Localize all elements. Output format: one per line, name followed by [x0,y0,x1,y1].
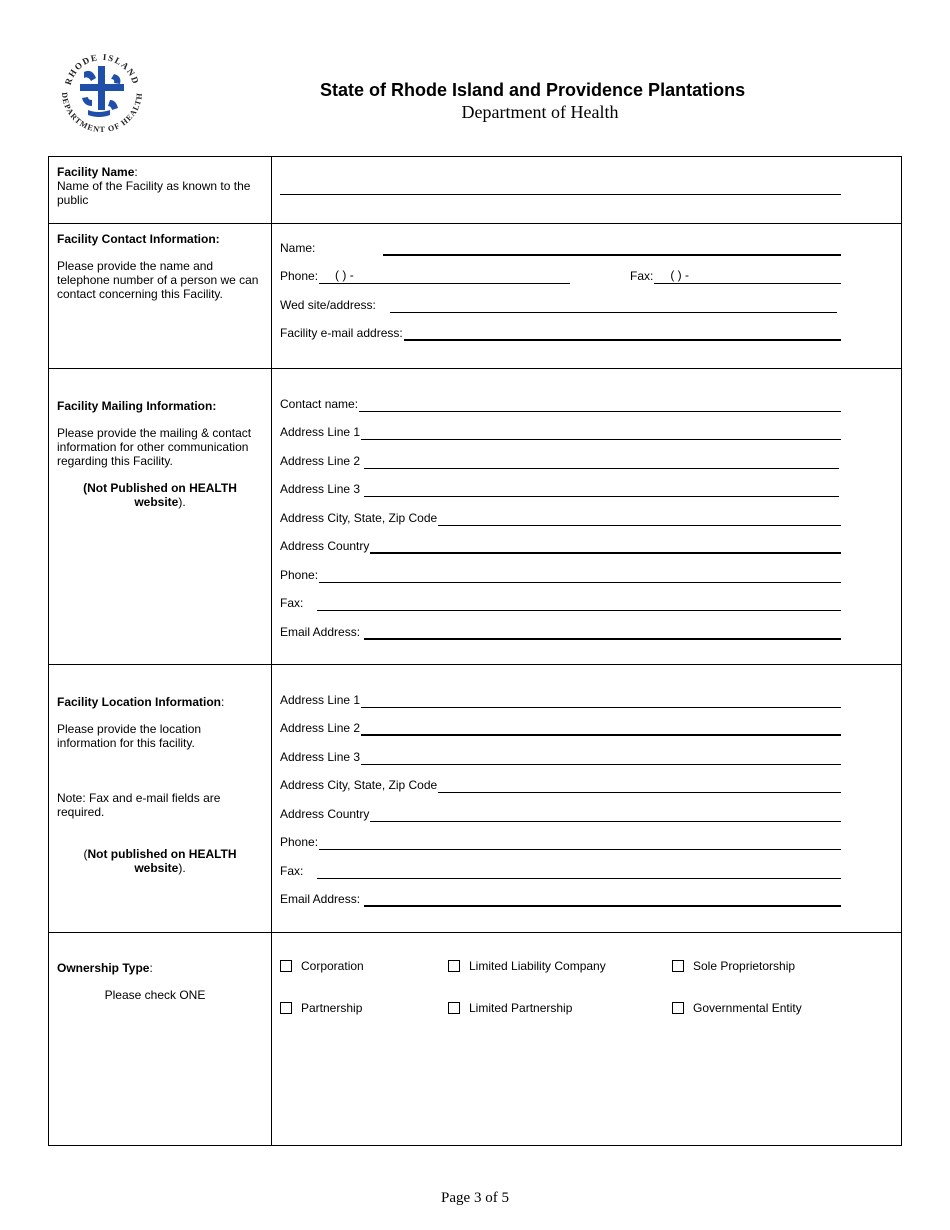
location-city-field[interactable]: Address City, State, Zip Code [280,765,841,794]
mailing-not-published-note: (Not Published on HEALTH website [83,481,237,509]
checkbox-icon[interactable] [672,1002,684,1014]
location-email-line[interactable] [364,891,841,907]
facility-name-input-cell [272,157,902,224]
contact-info-description: Please provide the name and telephone number of a person we can contact concerning this Facility. [57,259,259,301]
checkbox-icon[interactable] [672,960,684,972]
checkbox-icon[interactable] [280,960,292,972]
contact-info-fields [272,224,902,369]
mailing-address1-field[interactable]: Address Line 1 [280,412,841,441]
location-address2-field[interactable]: Address Line 2 [280,708,841,737]
mailing-address2-line[interactable] [364,454,839,469]
ownership-option-partnership[interactable]: Partnership [280,1000,448,1015]
contact-info-label-cell [49,224,272,369]
page-title: State of Rhode Island and Providence Plantations [320,80,746,100]
mailing-address2-field[interactable]: Address Line 2 [280,440,841,469]
contact-email-field[interactable]: Facility e-mail address: [280,313,841,342]
mailing-contact-name-line[interactable] [359,397,841,412]
mailing-address3-field[interactable]: Address Line 3 [280,469,841,498]
checkbox-icon[interactable] [448,1002,460,1014]
page-number: Page 3 of 5 [441,1190,509,1206]
checkbox-icon[interactable] [280,1002,292,1014]
contact-fax-line[interactable] [654,269,841,284]
mailing-email-field[interactable]: Email Address: [280,611,841,640]
location-info-heading: Facility Location Information [57,695,222,709]
location-email-field[interactable]: Email Address: [280,879,841,908]
contact-name-field[interactable]: Name: [280,227,841,256]
ownership-label-cell: Ownership Type: Please check ONE [49,933,272,1146]
mailing-info-heading: Facility Mailing Information: [57,399,217,413]
contact-website-line[interactable] [390,298,837,313]
location-address3-line[interactable] [361,750,841,765]
contact-info-heading: Facility Contact Information: [57,232,220,246]
mailing-fax-field[interactable]: Fax: [280,583,841,612]
location-city-line[interactable] [438,778,841,793]
mailing-city-field[interactable]: Address City, State, Zip Code [280,497,841,526]
location-fax-line[interactable] [317,864,841,879]
mailing-country-field[interactable]: Address Country [280,526,841,555]
facility-name-heading: Facility Name [57,165,135,179]
contact-phone-field[interactable]: Phone: ( ) - [280,256,570,285]
facility-name-input-line[interactable] [280,194,841,195]
mailing-contact-name-field[interactable]: Contact name: [280,383,841,412]
checkbox-icon[interactable] [448,960,460,972]
location-info-note: Note: Fax and e-mail fields are required. [57,791,221,819]
location-fax-field[interactable]: Fax: [280,850,841,879]
contact-fax-field[interactable]: Fax: ( ) - [630,256,841,285]
facility-form-table [48,156,902,1146]
contact-email-line[interactable] [404,325,841,341]
location-address2-line[interactable] [361,720,841,736]
mailing-fax-line[interactable] [317,596,841,611]
ownership-option-llc[interactable]: Limited Liability Company [448,958,672,973]
mailing-phone-line[interactable] [319,568,841,583]
location-info-label-cell: Facility Location Information: Please provide the location information for this facility. Note: Fax and e-mail fields are required. (Not published on HEALTH website). [49,665,272,933]
location-country-line[interactable] [370,807,841,822]
ownership-option-corporation[interactable]: Corporation [280,958,448,973]
contact-name-line[interactable] [383,240,841,256]
mailing-email-line[interactable] [364,624,841,640]
contact-phone-line[interactable] [319,269,570,284]
page-subtitle: Department of Health [461,102,619,122]
location-info-fields [272,665,902,933]
svg-text:RHODE ISLAND: RHODE ISLAND [62,51,142,87]
ownership-option-sole-proprietorship[interactable]: Sole Proprietorship [672,958,872,973]
contact-phone-format: ( ) - [335,268,354,282]
facility-name-description: Name of the Facility as known to the public [57,179,251,207]
mailing-address3-line[interactable] [364,482,839,497]
svg-text:DEPARTMENT OF HEALTH: DEPARTMENT OF HEALTH [59,91,145,135]
ownership-option-limited-partnership[interactable]: Limited Partnership [448,1000,672,1015]
ownership-instruction: Please check ONE [104,988,206,1002]
facility-name-label-cell: Facility Name: Name of the Facility as known to the public [49,157,272,224]
location-address3-field[interactable]: Address Line 3 [280,736,841,765]
ownership-option-governmental-entity[interactable]: Governmental Entity [672,1000,872,1015]
location-phone-line[interactable] [319,835,841,850]
mailing-info-label-cell: Facility Mailing Information: Please provide the mailing & contact information for other communication regarding this Facility. (Not Published on HEALTH website). [49,369,272,665]
mailing-address1-line[interactable] [361,425,841,440]
mailing-info-fields [272,369,902,665]
location-not-published-note: Not published on HEALTH website [87,847,237,875]
mailing-phone-field[interactable]: Phone: [280,554,841,583]
location-address1-line[interactable] [361,693,841,708]
ownership-heading: Ownership Type [57,961,150,975]
location-country-field[interactable]: Address Country [280,793,841,822]
mailing-info-description: Please provide the mailing & contact information for other communication regarding this Facility. [57,426,252,468]
location-info-description: Please provide the location information for this facility. [57,722,202,750]
location-phone-field[interactable]: Phone: [280,822,841,851]
contact-fax-format: ( ) - [670,268,689,282]
ownership-options [272,933,902,1146]
department-of-health-seal [54,44,150,140]
mailing-country-line[interactable] [370,538,841,554]
mailing-city-line[interactable] [438,511,841,526]
location-address1-field[interactable]: Address Line 1 [280,679,841,708]
contact-website-field[interactable]: Wed site/address: [280,284,841,313]
